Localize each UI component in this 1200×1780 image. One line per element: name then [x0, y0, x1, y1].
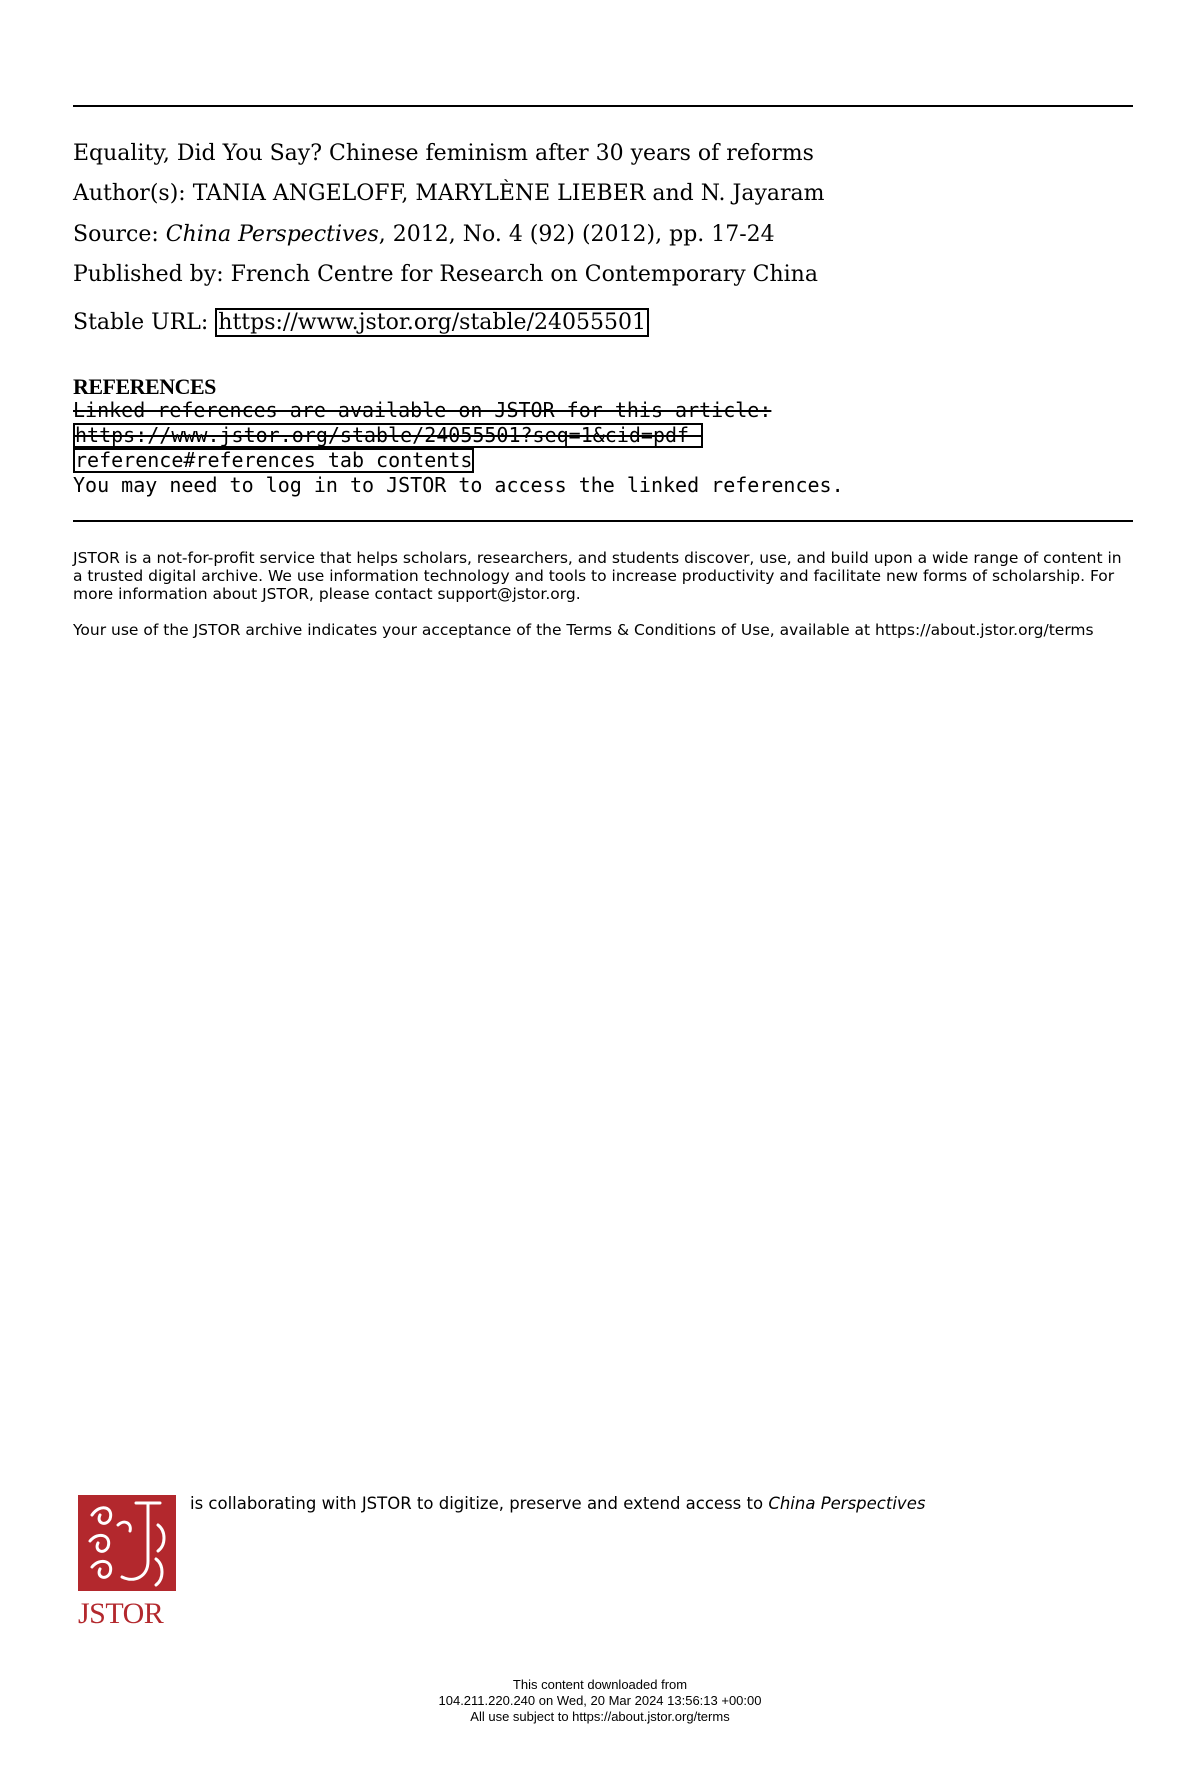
publisher-line — [73, 261, 818, 289]
source-label: Source: — [73, 222, 159, 247]
jstor-wordmark: JSTOR — [78, 1597, 164, 1630]
authors-line — [73, 180, 825, 208]
references-link-line2[interactable]: reference#references_tab_contents — [75, 448, 473, 472]
collaboration-line — [190, 1494, 925, 1513]
footer-line1: This content downloaded from — [512, 1677, 688, 1692]
source-line — [73, 221, 775, 249]
top-rule — [73, 105, 1133, 107]
publisher: French Centre for Research on Contemporary China — [230, 262, 818, 287]
references-heading: REFERENCES — [73, 374, 216, 399]
footer-line2: 104.211.220.240 on Wed, 20 Mar 2024 13:56:13 +00:00 — [438, 1693, 762, 1708]
collaboration-journal: China Perspectives — [768, 1494, 926, 1513]
middle-rule — [73, 520, 1133, 522]
publisher-label: Published by: — [73, 262, 224, 287]
references-note: You may need to log in to JSTOR to access the linked references. — [73, 473, 844, 497]
jstor-notice-paragraph2: Your use of the JSTOR archive indicates your acceptance of the Terms & Conditions of Use, available at https://about.jstor.org/terms — [73, 621, 1094, 639]
references-intro: Linked references are available on JSTOR for this article: — [73, 398, 772, 422]
jstor-logo — [78, 1495, 178, 1635]
source-details: , 2012, No. 4 (92) (2012), pp. 17-24 — [378, 222, 775, 247]
source-journal: China Perspectives — [165, 222, 379, 247]
jstor-emblem-icon — [78, 1495, 176, 1591]
jstor-notice-paragraph1: JSTOR is a not-for-profit service that helps scholars, researchers, and students discover, use, and build upon a wide range of content in a trusted digital archive. We use information technology and tools to increase productivity and facilitate new forms of scholarship. For more information about JSTOR, please contact support@jstor.org. — [73, 549, 1122, 603]
stable-url-link[interactable]: https://www.jstor.org/stable/24055501 — [215, 308, 649, 337]
stable-url-line — [73, 309, 649, 337]
stable-url-label: Stable URL: — [73, 310, 209, 335]
article-title: Equality, Did You Say? Chinese feminism after 30 years of reforms — [73, 141, 814, 166]
authors: TANIA ANGELOFF, MARYLÈNE LIEBER and N. Jayaram — [192, 181, 825, 206]
footer-line3: All use subject to https://about.jstor.org/terms — [470, 1709, 730, 1724]
references-block — [73, 398, 844, 498]
authors-label: Author(s): — [73, 181, 186, 206]
download-footer — [0, 1677, 1200, 1725]
collaboration-text: is collaborating with JSTOR to digitize, preserve and extend access to — [190, 1494, 764, 1513]
references-link-line1[interactable]: https://www.jstor.org/stable/24055501?seq=1&cid=pdf- — [75, 423, 702, 447]
